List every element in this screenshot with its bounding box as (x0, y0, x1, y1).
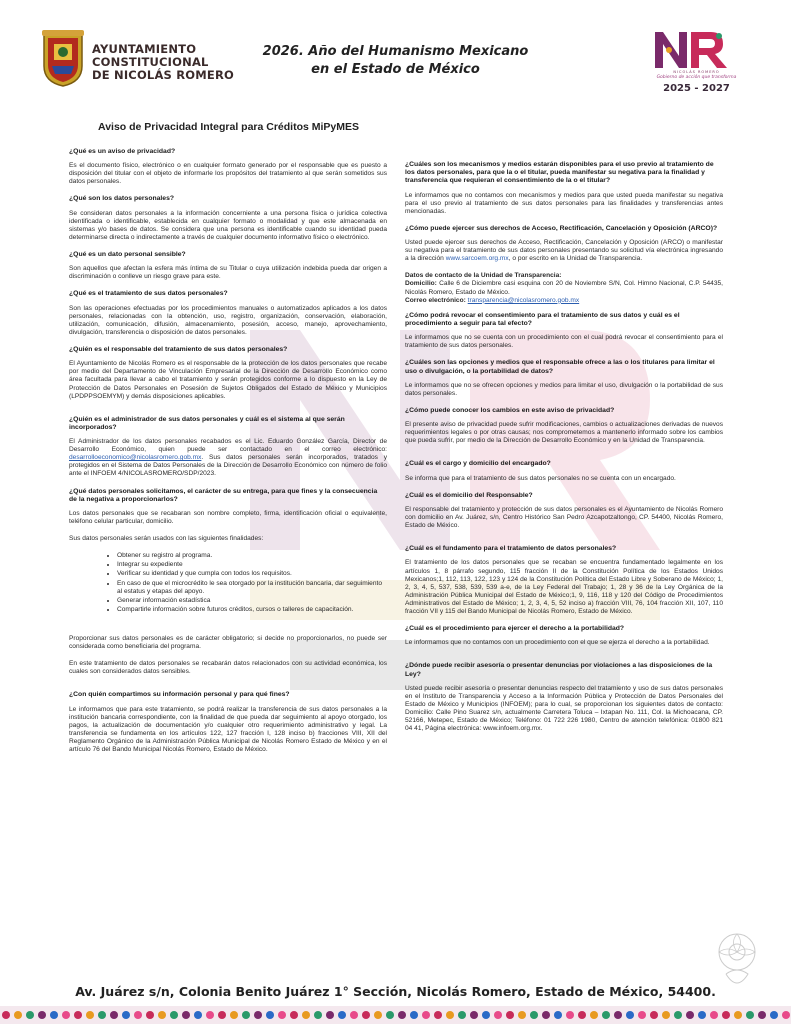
section-heading: ¿Dónde puede recibir asesoría o presentar denuncias por violaciones a las disposiciones de la Ley? (405, 662, 713, 678)
border-flower (62, 1011, 70, 1019)
motto-line: 2026. Año del Humanismo Mexicano (262, 44, 529, 59)
border-flower (602, 1011, 610, 1019)
list-item: • Generar información estadística (117, 597, 387, 605)
border-flower (482, 1011, 490, 1019)
border-flower (758, 1011, 766, 1019)
border-flower (290, 1011, 298, 1019)
section-text: Le informamos que para este tratamiento, se podrá realizar la transferencia de sus datos personales a la institución bancaria correspondiente, con la finalidad de que pueda dar seguimiento al apoyo otorgado, los pagos, la actualización de documentación y/o cualquier otro requerimiento administrativo y legal. La transferencia se fundamenta en los artículos 122, 127 fracción I, 128 inciso b) fracciones VIII, XII del Reglamento Orgánico de la Administración Pública Municipal de Nicolás Romero Estado de México y en el artículo 76 del Bando Municipal Nicolás Romero, Estado de México. (69, 705, 387, 753)
text-span: , o por escrito en la Unidad de Transparencia. (508, 255, 643, 263)
org-line: AYUNTAMIENTO (92, 42, 197, 56)
section-text: Es el documento físico, electrónico o en cualquier formato generado por el responsable que es puesto a disposición del titular con el objeto de informarle los propósitos del tratamiento al que serán sometidos sus datos personales. (69, 162, 387, 186)
section-heading: ¿Cuál es el domicilio del Responsable? (405, 491, 533, 499)
section-heading: ¿Cuáles son las opciones y medios que el responsable ofrece a las o los titulares para limitar el uso o divulgación, o la portabilidad de datos? (405, 359, 715, 375)
section-text: Usted puede recibir asesoría o presentar denuncias respecto del tratamiento y uso de sus datos personales en el Instituto de Transparencia y Acceso a la Información Pública y Protección de Datos Personales del Estado de México y Municipios (INFOEM); para lo cual, se proporcionan los siguientes datos de contacto: Domicilio: Calle Pino Suarez s/n, actualmente Carretera Toluca – Ixtapan No. 111, Col. la Michoacana, CP. 52166, Metepec, Estado de México; Teléfono: 01 722 226 1980, Centro de atención telefónica: 01800 821 04 41, Página electrónica: www.infoem.org.mx. (405, 684, 723, 733)
letterhead (0, 0, 791, 110)
border-flower (146, 1011, 154, 1019)
border-flower (506, 1011, 514, 1019)
border-flower (398, 1011, 406, 1019)
section-heading: ¿Cómo puede conocer los cambios en este aviso de privacidad? (405, 406, 615, 414)
border-flower (110, 1011, 118, 1019)
border-flower (386, 1011, 394, 1019)
section-text: El tratamiento de los datos personales que se recaban se encuentra fundamentado legalmente en los artículos 1, 8 párrafo segundo, 115 fracción II de la Constitución Política de los Estados Unidos Mexicanos;1, 112, 113, 122, 123 y 124 de la Constitución Política del Estado Libre y Soberano de México; 1, 2, 3, 4, 5, 537, 538, 539, 539 a-e, de la Ley Federal del Trabajo; 1, 28 y 36 de la Ley Orgánica de la Administración Pública Municipal del Estado de México;1, 9, 116, 118 y 120 del Código de Procedimientos Administrativos del Estado de México; 1, 2, 3, 4, 5, 52 inciso a) fracción VIII, 76, 104 fracción XII, 107, 110 fracción VII y 115 del Bando Municipal de Nicolás Romero, Estado de México. (405, 559, 723, 615)
border-flower (230, 1011, 238, 1019)
text-span: Usted puede ejercer sus derechos de Acceso, Rectificación, Cancelación y Oposición (ARCO) o manifestar su negativa para el tratamiento de sus datos personales presentando su solicitud vía electrónica ingresando a la dirección (405, 239, 723, 263)
section-text: Le informamos que no contamos con un procedimiento con el que se ejerza el derecho a la portabilidad. (405, 639, 710, 647)
section-heading: ¿Qué es un dato personal sensible? (69, 251, 186, 259)
border-flower (218, 1011, 226, 1019)
email-label: Correo electrónico: (405, 296, 466, 304)
border-flower (410, 1011, 418, 1019)
border-flower (326, 1011, 334, 1019)
section-text: Se informa que para el tratamiento de sus datos personales no se cuenta con un encargado. (405, 474, 676, 482)
section-text: Son aquellos que afectan la esfera más íntima de su Titular o cuya utilización indebida pueda dar origen a discriminación o conlleve un riesgo grave para este. (69, 265, 387, 281)
border-flower (422, 1011, 430, 1019)
section-heading: ¿Cuál es el procedimiento para ejercer el derecho a la portabilidad? (405, 625, 625, 633)
sarcoem-link[interactable]: www.sarcoem.org.mx (445, 255, 509, 263)
border-flower (434, 1011, 442, 1019)
border-flower (134, 1011, 142, 1019)
border-flower (590, 1011, 598, 1019)
purposes-list (69, 552, 387, 614)
border-flower (470, 1011, 478, 1019)
border-flower (194, 1011, 202, 1019)
address-label: Domicilio: (405, 280, 437, 288)
contact-address: Calle 6 de Diciembre casi esquina con 20 de Noviembre S/N, Col. Himno Nacional, C.P. 54435, Nicolás Romero, Estado de México. (405, 280, 723, 296)
section-heading: ¿Quién es el responsable del tratamiento de sus datos personales? (69, 346, 288, 354)
border-flower (266, 1011, 274, 1019)
border-flower (350, 1011, 358, 1019)
border-flower (182, 1011, 190, 1019)
logo-years: 2025 - 2027 (663, 83, 730, 94)
section-text: Le informamos que no contamos con mecanismos y medios para que usted pueda manifestar su negativa para el uso previo al tratamiento de sus datos personales para las finalidades y transferencias antes mencionadas. (405, 191, 723, 215)
border-flower (170, 1011, 178, 1019)
border-flower (710, 1011, 718, 1019)
left-column (69, 148, 387, 763)
border-flower (338, 1011, 346, 1019)
text-span: El Administrador de los datos personales recabados es el Lic. Eduardo González García, Director de Desarrollo Económico, quien puede ser contactado en el correo electrónico: (69, 438, 387, 454)
border-flower (494, 1011, 502, 1019)
border-flower (614, 1011, 622, 1019)
border-flower (686, 1011, 694, 1019)
border-flower (638, 1011, 646, 1019)
contact-block (405, 272, 723, 304)
border-flower (734, 1011, 742, 1019)
section-text: Son las operaciones efectuadas por los procedimientos manuales o automatizados aplicados a los datos personales, relacionadas con la obtención, uso, registro, organización, conservación, elaboración, utilización, comunicación, difusión, almacenamiento, posesión, acceso, manejo, aprovechamiento, divulgación, transferencia o disposición de datos personales. (69, 304, 387, 336)
border-flower (782, 1011, 790, 1019)
section-heading: ¿Qué son los datos personales? (69, 195, 174, 203)
border-flower (374, 1011, 382, 1019)
border-flower (542, 1011, 550, 1019)
right-column (405, 161, 723, 742)
border-flower (278, 1011, 286, 1019)
section-text: El responsable del tratamiento y protección de sus datos personales es el Ayuntamiento de Nicolás Romero con domicilio en Av. Juárez, s/n, Centro Histórico San Pedro Azcapotzaltongo, CP. 54400, Nicolás Romero, Estado de México. (405, 505, 723, 530)
border-flower (698, 1011, 706, 1019)
admin-email-link[interactable]: desarrolloeconomico@nicolasromero.gob.mx (69, 454, 202, 462)
section-text: Sus datos personales serán usados con las siguientes finalidades: (69, 535, 264, 543)
border-flower (74, 1011, 82, 1019)
list-item: • Compartirle información sobre futuros créditos, cursos o talleres de capacitación. (117, 606, 387, 614)
border-flower (158, 1011, 166, 1019)
text-span: . Sus datos personales serán incorporados, tratados y protegidos en el Sistema de Datos Personales de la Dirección de Desarrollo Económico con número de folio ante el INFOEM 4/NICOLASROMERO/SDP/2023. (69, 454, 387, 478)
section-text: Le informamos que no se cuenta con un procedimiento con el cual podrá revocar el consentimiento para el tratamiento de sus datos personales. (405, 334, 723, 350)
list-item: • En caso de que el microcrédito le sea otorgado por la institución bancaria, dar seguimiento al estatus y etapas del apoyo. (117, 580, 387, 596)
border-flower (578, 1011, 586, 1019)
border-flower (26, 1011, 34, 1019)
border-flower (518, 1011, 526, 1019)
section-heading: ¿Con quién compartimos su información personal y para qué fines? (69, 691, 290, 699)
list-item: • Verificar su identidad y que cumpla con todos los requisitos. (117, 570, 387, 578)
section-heading: ¿Cómo podrá revocar el consentimiento para el tratamiento de sus datos y cuál es el procedimiento a seguir para tal efecto? (405, 311, 680, 327)
document-title: Aviso de Privacidad Integral para Créditos MiPyMES (98, 121, 360, 133)
border-flower (746, 1011, 754, 1019)
section-text: En este tratamiento de datos personales se recabarán datos relacionados con su actividad económica, los cuales son considerados datos sensibles. (69, 660, 387, 676)
list-item: • Obtener su registro al programa. (117, 552, 387, 560)
contact-title: Datos de contacto de la Unidad de Transparencia: (405, 272, 562, 280)
logo-tagline: Gobierno de acción que transforma (656, 75, 737, 80)
border-flower (254, 1011, 262, 1019)
section-text: Se consideran datos personales a la información concerniente a una persona física o jurídica colectiva identificada o identificable, establecida en cualquier formato o modalidad y que este almacenada en sistemas y/o bases de datos. Se considera que una persona es identificable cuando su identidad pueda determinarse directa o indirectamente a través de cualquier documento informativo físico o electrónico. (69, 209, 387, 241)
section-text: Le informamos que no se ofrecen opciones y medios para limitar el uso, divulgación o la portabilidad de sus datos personales. (405, 381, 723, 397)
border-flower (362, 1011, 370, 1019)
transparency-email-link[interactable]: transparencia@nicolasromero.gob.mx (467, 296, 580, 304)
border-flower (50, 1011, 58, 1019)
border-flower (98, 1011, 106, 1019)
org-line: DE NICOLÁS ROMERO (92, 68, 235, 82)
border-flower (458, 1011, 466, 1019)
border-flower (626, 1011, 634, 1019)
border-flower (530, 1011, 538, 1019)
section-text: Proporcionar sus datos personales es de carácter obligatorio; si decide no proporcionarlos, no puede ser considerada como beneficiaria del programa. (69, 634, 387, 651)
section-text: El Ayuntamiento de Nicolás Romero es el responsable de la protección de los datos personales que recabe por medio del Departamento de Vinculación Empresarial de la Dirección de Desarrollo Económico como área facultada para llevar a cabo el tratamiento y serán protegidos conforme a lo dispuesto en la Ley de Protección de Datos Personales en Posesión de Sujetos Obligados del Estado de México y Municipios (LPDPPSOEMYM) y demás disposiciones aplicables. (69, 360, 387, 400)
list-item: • Integrar su expediente (117, 561, 387, 569)
border-flower (14, 1011, 22, 1019)
section-heading: ¿Qué es un aviso de privacidad? (69, 148, 176, 155)
section-heading: ¿Cuál es el cargo y domicilio del encargado? (405, 460, 551, 468)
border-flower (650, 1011, 658, 1019)
section-heading: ¿Cuál es el fundamento para el tratamiento de datos personales? (405, 545, 617, 553)
section-text: Los datos personales que se recabaran son nombre completo, firma, identificación oficial o equivalente, teléfono celular particular, domicilio. (69, 509, 387, 526)
org-line: CONSTITUCIONAL (92, 55, 209, 69)
footer-address: Av. Juárez s/n, Colonia Benito Juárez 1° Sección, Nicolás Romero, Estado de México, 54400. (75, 984, 716, 999)
section-text: El presente aviso de privacidad puede sufrir modificaciones, cambios o actualizaciones derivadas de nuevos requerimientos legales o por otras causas; nos comprometemos a mantenerlo informado sobre los cambios que pueda sufrir, por medio de la Dirección de Desarrollo Económico y en la Unidad de Transparencia. (405, 421, 723, 445)
border-flower (206, 1011, 214, 1019)
border-flower (554, 1011, 562, 1019)
border-flower (314, 1011, 322, 1019)
border-flower (2, 1011, 10, 1019)
section-heading: ¿Cómo puede ejercer sus derechos de Acceso, Rectificación, Cancelación y Oposición (ARCO)? (405, 224, 718, 232)
section-heading: ¿Qué es el tratamiento de sus datos personales? (69, 290, 228, 298)
border-flower (38, 1011, 46, 1019)
border-flower (242, 1011, 250, 1019)
border-flower (122, 1011, 130, 1019)
border-flower (662, 1011, 670, 1019)
border-flower (722, 1011, 730, 1019)
motto-line: en el Estado de México (311, 62, 480, 77)
section-text (405, 239, 723, 263)
border-flower (674, 1011, 682, 1019)
decorative-border (0, 1006, 791, 1024)
section-text (69, 438, 387, 478)
border-flower (566, 1011, 574, 1019)
border-flower (302, 1011, 310, 1019)
border-flower (770, 1011, 778, 1019)
section-heading: ¿Quién es el administrador de sus datos personales y cuál es el sistema al que serán incorporados? (69, 415, 345, 431)
border-flower (446, 1011, 454, 1019)
section-heading: ¿Qué datos personales solicitamos, el carácter de su entrega, para que fines y la consecuencia de la negativa a proporcionarlos? (69, 487, 378, 503)
section-heading: ¿Cuáles son los mecanismos y medios estarán disponibles para el uso previo al tratamiento de los datos personales, para que la o el titular, pueda manifestar su negativa para la finalidad y transferencia que requieran el consentimiento de la o el titular? (405, 161, 714, 185)
logo-subtitle: NICOLÁS ROMERO (673, 70, 720, 74)
border-flower (86, 1011, 94, 1019)
